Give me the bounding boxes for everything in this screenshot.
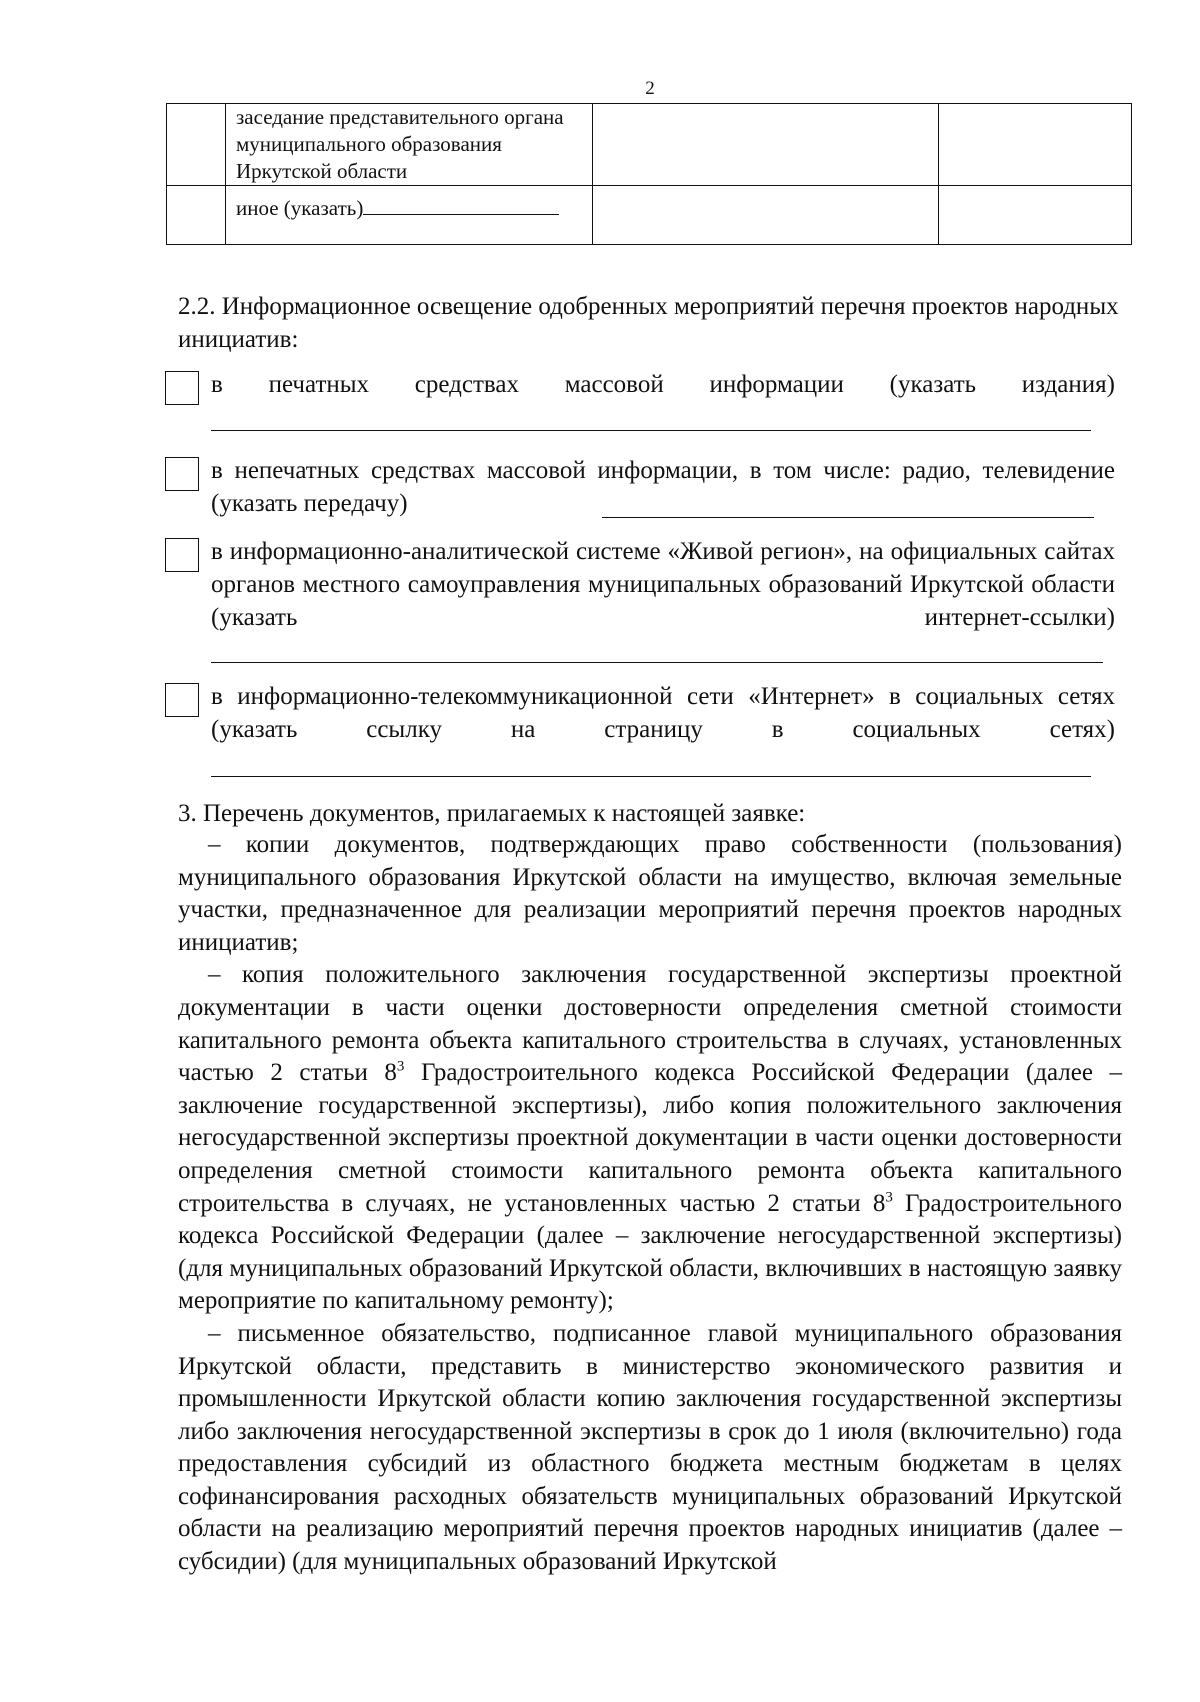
checkbox[interactable] xyxy=(165,457,199,491)
table-cell xyxy=(939,104,1132,186)
fill-line[interactable] xyxy=(211,776,1091,777)
table-cell xyxy=(593,186,939,245)
checkbox[interactable] xyxy=(165,538,199,572)
fill-line[interactable] xyxy=(363,194,559,215)
list-item-text: Градостроительного кодекса Российской Федерации (далее – заключение негосударственной экспертизы) (для муниципальных образований Иркутской области, включивших в настоящую заявку мероприятие по капитальному ремонту); xyxy=(178,1189,1122,1315)
table-cell-label: заседание представительного органа муниципального образования Иркутской области xyxy=(226,104,593,186)
other-label: иное (указать) xyxy=(236,196,364,220)
option-label: в печатных средствах массовой информации (указать издания) xyxy=(211,371,1115,398)
fill-line[interactable] xyxy=(211,430,1091,431)
page-number: 2 xyxy=(645,78,655,99)
section-2-2-heading: 2.2. Информационное освещение одобренных мероприятий перечня проектов народных инициатив: xyxy=(178,293,1119,353)
option-print-media xyxy=(165,368,1125,438)
option-label: в информационно-телекоммуникационной сети «Интернет» в социальных сетях (указать ссылку на страницу в социальных сетях) xyxy=(211,683,1115,743)
option-internet-social xyxy=(165,680,1125,780)
option-non-print-media xyxy=(165,454,1125,524)
meeting-table xyxy=(166,103,1132,245)
table-cell xyxy=(167,186,226,245)
documents-list xyxy=(178,829,1122,1579)
section-3-heading: 3. Перечень документов, прилагаемых к настоящей заявке: xyxy=(178,800,806,827)
table-row xyxy=(167,186,1132,245)
checkbox[interactable] xyxy=(165,371,199,405)
list-item: – копии документов, подтверждающих право собственности (пользования) муниципального образования Иркутской области на имущество, включая земельные участки, предназначенное для реализации мероприятий перечня проектов народных инициатив; xyxy=(178,831,1122,956)
table-row xyxy=(167,104,1132,186)
fill-line[interactable] xyxy=(602,517,1094,518)
table-cell-label xyxy=(226,186,593,245)
list-item-text: Градостроительного кодекса Российской Федерации (далее – заключение государственной экспертизы), либо копия положительного заключения негосударственной экспертизы проектной документации в части оценки достоверности определения сметной стоимости капитального ремонта объекта капитального строительства в случаях, не установленных частью 2 статьи 8 xyxy=(178,1059,1122,1217)
superscript: 3 xyxy=(885,1189,893,1206)
list-item: – письменное обязательство, подписанное главой муниципального образования Иркутской области, представить в министерство экономического развития и промышленности Иркутской области копию заключения государственной экспертизы либо заключения негосударственной экспертизы в срок до 1 июля (включительно) года предоставления субсидий из областного бюджета местным бюджетам в целях софинансирования расходных обязательств муниципальных образований Иркутской области на реализацию мероприятий перечня проектов народных инициатив (далее – субсидии) (для муниципальных образований Иркутской xyxy=(178,1319,1122,1576)
option-living-region xyxy=(165,535,1125,665)
option-label: в информационно-аналитической системе «Живой регион», на официальных сайтах органов местного самоуправления муниципальных образований Иркутской области (указать интернет-ссылки) xyxy=(211,538,1115,631)
list-item-text: – копия положительного заключения государственной экспертизы проектной документации в части оценки достоверности определения сметной стоимости капитального ремонта объекта капитального строительства в случаях, установленных частью 2 статьи 8 xyxy=(178,961,1122,1087)
table-cell xyxy=(593,104,939,186)
fill-line[interactable] xyxy=(211,662,1103,663)
checkbox[interactable] xyxy=(165,683,199,717)
option-label: в непечатных средствах массовой информации, в том числе: радио, телевидение (указать передачу) xyxy=(211,457,1115,517)
table-cell xyxy=(167,104,226,186)
superscript: 3 xyxy=(396,1058,405,1075)
table-cell xyxy=(939,186,1132,245)
list-item xyxy=(178,959,1122,1318)
